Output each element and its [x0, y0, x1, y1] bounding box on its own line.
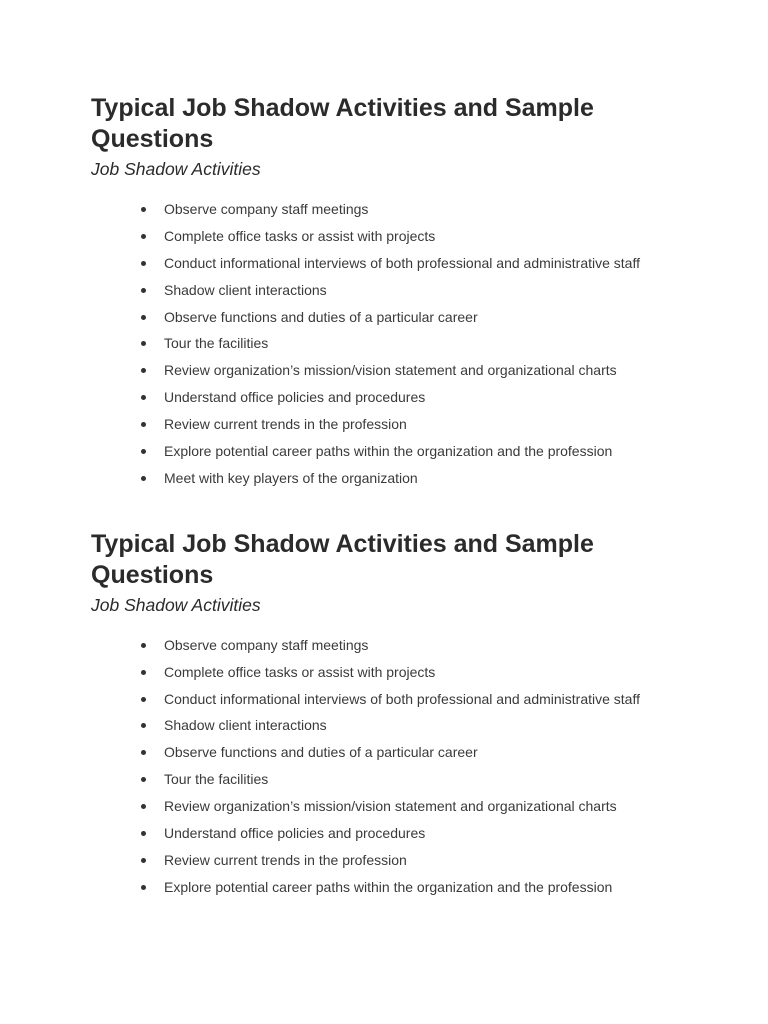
bullet-icon	[141, 697, 146, 702]
list-item	[91, 766, 711, 793]
list-item-text: Observe functions and duties of a particular career	[164, 308, 478, 325]
list-item	[91, 384, 711, 411]
list-item	[91, 632, 711, 659]
list-item	[91, 277, 711, 304]
list-item	[91, 712, 711, 739]
list-item-text: Meet with key players of the organization	[164, 469, 418, 486]
list-item-text: Review organization’s mission/vision statement and organizational charts	[164, 798, 617, 815]
list-item-text: Understand office policies and procedures	[164, 389, 426, 406]
list-item-text: Observe functions and duties of a particular career	[164, 744, 478, 761]
list-item	[91, 223, 711, 250]
list-item-text: Review current trends in the profession	[164, 851, 407, 868]
list-item-text: Observe company staff meetings	[164, 636, 369, 653]
list-item-text: Conduct informational interviews of both professional and administrative staff	[164, 254, 640, 271]
bullet-icon	[141, 777, 146, 782]
list-item-text: Conduct informational interviews of both professional and administrative staff	[164, 690, 640, 707]
list-item-text: Complete office tasks or assist with projects	[164, 663, 436, 680]
list-item	[91, 847, 711, 874]
list-item	[91, 357, 711, 384]
bullet-icon	[141, 315, 146, 320]
list-item	[91, 330, 711, 357]
list-item	[91, 465, 711, 492]
list-item	[91, 304, 711, 331]
list-item	[91, 411, 711, 438]
list-item	[91, 250, 711, 277]
bullet-icon	[141, 476, 146, 481]
list-item	[91, 793, 711, 820]
bullet-icon	[141, 422, 146, 427]
list-item	[91, 739, 711, 766]
list-item-text: Review organization’s mission/vision statement and organizational charts	[164, 362, 617, 379]
bullet-icon	[141, 831, 146, 836]
section-title: Typical Job Shadow Activities and Sample Questions	[91, 94, 594, 153]
bullet-icon	[141, 261, 146, 266]
activities-list	[91, 632, 711, 901]
list-item	[91, 820, 711, 847]
bullet-icon	[141, 395, 146, 400]
bullet-icon	[141, 670, 146, 675]
list-item	[91, 686, 711, 713]
list-item-text: Shadow client interactions	[164, 717, 327, 734]
bullet-icon	[141, 858, 146, 863]
list-item-text: Observe company staff meetings	[164, 201, 369, 217]
bullet-icon	[141, 368, 146, 373]
activities-list	[91, 196, 711, 492]
bullet-icon	[141, 449, 146, 454]
bullet-icon	[141, 804, 146, 809]
bullet-icon	[141, 723, 146, 728]
section-subtitle: Job Shadow Activities	[91, 594, 261, 615]
list-item-text: Tour the facilities	[164, 771, 269, 788]
list-item-text: Explore potential career paths within the organization and the profession	[164, 443, 613, 460]
list-item	[91, 438, 711, 465]
bullet-icon	[141, 643, 146, 648]
list-item	[91, 196, 711, 223]
section-title: Typical Job Shadow Activities and Sample Questions	[91, 529, 594, 589]
section-2	[91, 529, 711, 901]
bullet-icon	[141, 234, 146, 239]
list-item	[91, 659, 711, 686]
list-item-text: Explore potential career paths within the organization and the profession	[164, 878, 613, 895]
list-item-text: Complete office tasks or assist with projects	[164, 227, 436, 244]
document-page	[91, 93, 711, 901]
section-1	[91, 93, 711, 492]
list-item	[91, 874, 711, 901]
list-item-text: Review current trends in the profession	[164, 416, 407, 433]
list-item-text: Shadow client interactions	[164, 281, 327, 298]
bullet-icon	[141, 341, 146, 346]
bullet-icon	[141, 288, 146, 293]
bullet-icon	[141, 885, 146, 890]
section-subtitle: Job Shadow Activities	[91, 159, 261, 179]
list-item-text: Understand office policies and procedures	[164, 825, 426, 842]
bullet-icon	[141, 207, 146, 212]
bullet-icon	[141, 750, 146, 755]
list-item-text: Tour the facilities	[164, 335, 269, 352]
